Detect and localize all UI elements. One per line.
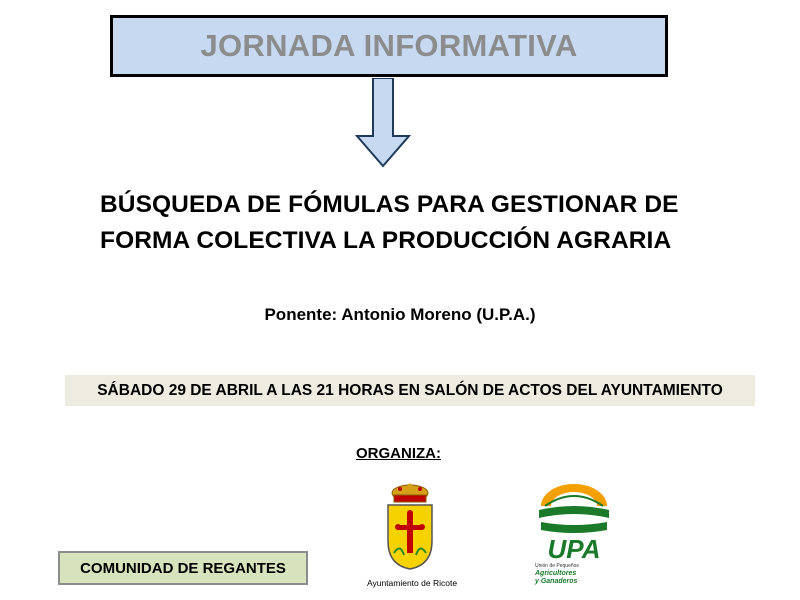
upa-caption-line-2: Agricultores — [535, 570, 577, 577]
upa-caption-line-3: y Ganaderos — [535, 578, 578, 585]
title-box — [110, 15, 668, 77]
down-arrow-icon — [355, 78, 411, 168]
upa-caption — [535, 562, 615, 586]
upa-logo-text: UPA — [547, 534, 601, 564]
ayuntamiento-caption: Ayuntamiento de Ricote — [366, 578, 458, 588]
date-banner-text: SÁBADO 29 DE ABRIL A LAS 21 HORAS EN SALÓN DE ACTOS DEL AYUNTAMIENTO — [97, 381, 723, 399]
ricote-coat-of-arms-icon — [380, 483, 440, 573]
organizers-heading: ORGANIZA: — [356, 445, 441, 462]
page-title: JORNADA INFORMATIVA — [200, 28, 578, 63]
speaker-line: Ponente: Antonio Moreno (U.P.A.) — [264, 305, 536, 324]
comunidad-regantes-label: COMUNIDAD DE REGANTES — [80, 559, 286, 577]
headline-line-2: FORMA COLECTIVA LA PRODUCCIÓN AGRARIA — [100, 227, 672, 254]
headline-line-1: BÚSQUEDA DE FÓMULAS PARA GESTIONAR DE — [100, 191, 679, 218]
date-banner — [65, 375, 755, 406]
upa-caption-small: Unión de Pequeños — [535, 563, 579, 569]
headline — [100, 187, 740, 259]
comunidad-regantes-box — [58, 551, 308, 585]
